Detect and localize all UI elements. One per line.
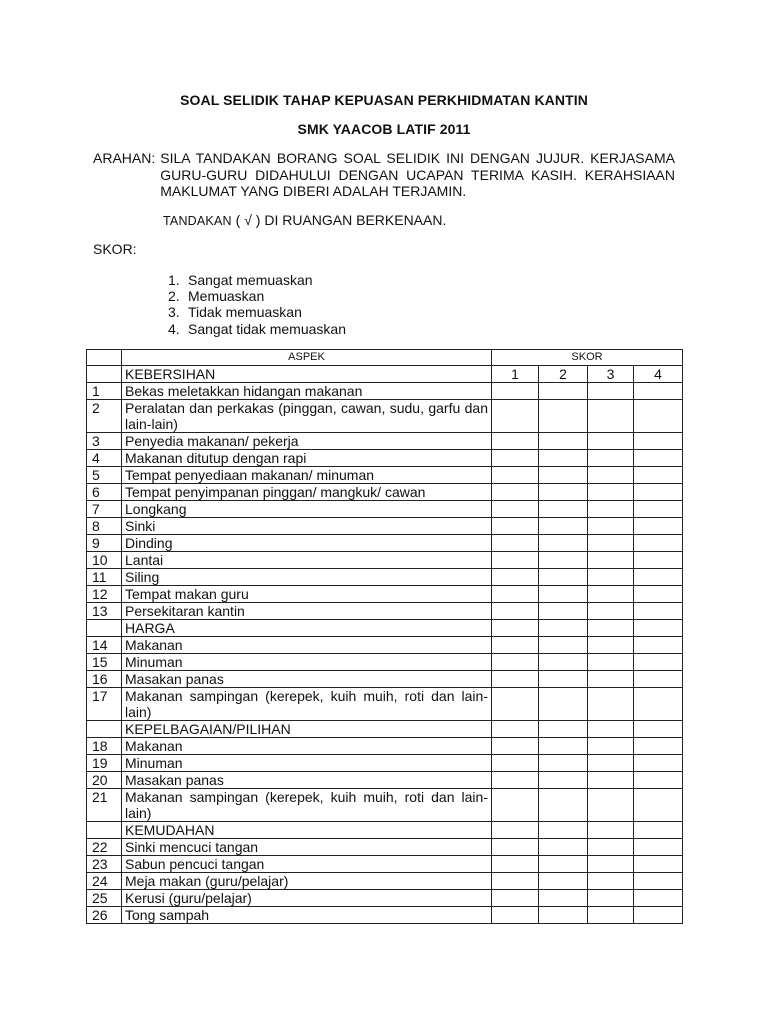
score-cell-2[interactable] xyxy=(539,450,588,467)
section-score-cell xyxy=(634,721,683,738)
score-cell-3[interactable] xyxy=(588,873,634,890)
section-row xyxy=(87,366,683,383)
section-score-cell xyxy=(539,620,588,637)
scale-label: Tidak memuaskan xyxy=(188,304,302,321)
score-cell-2[interactable] xyxy=(539,873,588,890)
score-cell-2[interactable] xyxy=(539,772,588,789)
score-cell-1[interactable] xyxy=(492,586,539,603)
item-aspect: Makanan sampingan (kerepek, kuih muih, roti dan lain-lain) xyxy=(122,688,492,721)
score-cell-4[interactable] xyxy=(634,654,683,671)
score-cell-2[interactable] xyxy=(539,839,588,856)
item-number: 13 xyxy=(87,603,122,620)
score-cell-1[interactable] xyxy=(492,738,539,755)
score-cell-2[interactable] xyxy=(539,484,588,501)
table-row xyxy=(87,484,683,501)
score-cell-1[interactable] xyxy=(492,535,539,552)
score-cell-4[interactable] xyxy=(634,856,683,873)
score-column-header: 4 xyxy=(634,366,683,383)
section-heading: KEMUDAHAN xyxy=(122,822,492,839)
item-aspect: Peralatan dan perkakas (pinggan, cawan, sudu, garfu dan lain-lain) xyxy=(122,400,492,433)
item-number: 23 xyxy=(87,856,122,873)
score-cell-4[interactable] xyxy=(634,772,683,789)
section-number-cell xyxy=(87,822,122,839)
score-cell-4[interactable] xyxy=(634,671,683,688)
item-aspect: Siling xyxy=(122,569,492,586)
item-number: 16 xyxy=(87,671,122,688)
table-row xyxy=(87,450,683,467)
score-cell-2[interactable] xyxy=(539,535,588,552)
table-header-row xyxy=(87,350,683,366)
score-cell-3[interactable] xyxy=(588,433,634,450)
score-cell-3[interactable] xyxy=(588,907,634,924)
score-cell-4[interactable] xyxy=(634,518,683,535)
section-heading: KEBERSIHAN xyxy=(122,366,492,383)
score-cell-2[interactable] xyxy=(539,907,588,924)
score-cell-1[interactable] xyxy=(492,671,539,688)
header-number-cell xyxy=(87,350,122,366)
item-aspect: Tempat penyediaan makanan/ minuman xyxy=(122,467,492,484)
table-row xyxy=(87,671,683,688)
scale-number: 1. xyxy=(168,272,180,288)
item-aspect: Tempat penyimpanan pinggan/ mangkuk/ cawan xyxy=(122,484,492,501)
table-row xyxy=(87,383,683,400)
item-number: 12 xyxy=(87,586,122,603)
score-cell-2[interactable] xyxy=(539,569,588,586)
item-number: 25 xyxy=(87,890,122,907)
item-number: 10 xyxy=(87,552,122,569)
table-row xyxy=(87,856,683,873)
score-cell-2[interactable] xyxy=(539,552,588,569)
score-cell-3[interactable] xyxy=(588,839,634,856)
score-cell-3[interactable] xyxy=(588,789,634,822)
score-cell-2[interactable] xyxy=(539,654,588,671)
table-row xyxy=(87,772,683,789)
table-row xyxy=(87,688,683,721)
score-column-header: 1 xyxy=(492,366,539,383)
score-cell-4[interactable] xyxy=(634,552,683,569)
score-cell-4[interactable] xyxy=(634,755,683,772)
score-cell-3[interactable] xyxy=(588,603,634,620)
score-cell-3[interactable] xyxy=(588,856,634,873)
score-column-header: 2 xyxy=(539,366,588,383)
table-row xyxy=(87,654,683,671)
item-aspect: Sabun pencuci tangan xyxy=(122,856,492,873)
item-number: 1 xyxy=(87,383,122,400)
score-cell-4[interactable] xyxy=(634,637,683,654)
score-cell-1[interactable] xyxy=(492,873,539,890)
table-row xyxy=(87,755,683,772)
section-number-cell xyxy=(87,366,122,383)
score-cell-4[interactable] xyxy=(634,569,683,586)
score-cell-3[interactable] xyxy=(588,890,634,907)
table-row xyxy=(87,569,683,586)
score-cell-4[interactable] xyxy=(634,907,683,924)
item-aspect: Meja makan (guru/pelajar) xyxy=(122,873,492,890)
item-aspect: Persekitaran kantin xyxy=(122,603,492,620)
score-cell-4[interactable] xyxy=(634,383,683,400)
scale-label: Sangat tidak memuaskan xyxy=(188,320,346,337)
scale-label: Sangat memuaskan xyxy=(188,272,313,288)
tick-instruction xyxy=(163,212,446,228)
score-cell-2[interactable] xyxy=(539,400,588,433)
score-cell-2[interactable] xyxy=(539,433,588,450)
score-cell-1[interactable] xyxy=(492,569,539,586)
score-cell-4[interactable] xyxy=(634,738,683,755)
score-cell-3[interactable] xyxy=(588,569,634,586)
item-aspect: Makanan sampingan (kerepek, kuih muih, roti dan lain-lain) xyxy=(122,789,492,822)
score-cell-2[interactable] xyxy=(539,671,588,688)
score-cell-1[interactable] xyxy=(492,789,539,822)
table-row xyxy=(87,873,683,890)
section-score-cell xyxy=(634,620,683,637)
score-scale-list xyxy=(168,272,346,337)
score-cell-4[interactable] xyxy=(634,586,683,603)
score-cell-2[interactable] xyxy=(539,637,588,654)
score-cell-3[interactable] xyxy=(588,467,634,484)
scale-item xyxy=(168,321,346,337)
score-cell-3[interactable] xyxy=(588,637,634,654)
score-cell-3[interactable] xyxy=(588,671,634,688)
table-row xyxy=(87,789,683,822)
item-number: 2 xyxy=(87,400,122,433)
table-row xyxy=(87,603,683,620)
table-row xyxy=(87,518,683,535)
item-number: 15 xyxy=(87,654,122,671)
item-aspect: Sinki mencuci tangan xyxy=(122,839,492,856)
item-aspect: Makanan xyxy=(122,738,492,755)
section-score-cell xyxy=(588,620,634,637)
section-score-cell xyxy=(588,721,634,738)
item-number: 3 xyxy=(87,433,122,450)
score-cell-4[interactable] xyxy=(634,873,683,890)
score-cell-4[interactable] xyxy=(634,501,683,518)
item-aspect: Minuman xyxy=(122,755,492,772)
item-number: 20 xyxy=(87,772,122,789)
item-number: 8 xyxy=(87,518,122,535)
survey-table xyxy=(86,349,683,924)
score-label: SKOR: xyxy=(93,241,137,257)
score-cell-1[interactable] xyxy=(492,839,539,856)
table-row xyxy=(87,433,683,450)
score-cell-1[interactable] xyxy=(492,501,539,518)
score-cell-4[interactable] xyxy=(634,688,683,721)
score-cell-3[interactable] xyxy=(588,400,634,433)
section-score-cell xyxy=(492,721,539,738)
tick-instruction-rest: DI RUANGAN BERKENAAN. xyxy=(264,212,447,228)
item-number: 6 xyxy=(87,484,122,501)
item-number: 5 xyxy=(87,467,122,484)
score-cell-2[interactable] xyxy=(539,501,588,518)
section-row xyxy=(87,620,683,637)
item-aspect: Dinding xyxy=(122,535,492,552)
scale-number: 3. xyxy=(168,304,180,321)
tick-instruction-word: TANDAKAN xyxy=(163,214,232,228)
document-title: SOAL SELIDIK TAHAP KEPUASAN PERKHIDMATAN KANTIN xyxy=(180,92,588,108)
score-cell-2[interactable] xyxy=(539,738,588,755)
section-score-cell xyxy=(539,721,588,738)
item-aspect: Kerusi (guru/pelajar) xyxy=(122,890,492,907)
item-aspect: Penyedia makanan/ pekerja xyxy=(122,433,492,450)
header-aspek: ASPEK xyxy=(122,350,492,366)
score-cell-2[interactable] xyxy=(539,586,588,603)
score-cell-1[interactable] xyxy=(492,688,539,721)
item-number: 17 xyxy=(87,688,122,721)
score-cell-2[interactable] xyxy=(539,688,588,721)
score-cell-1[interactable] xyxy=(492,400,539,433)
score-cell-4[interactable] xyxy=(634,535,683,552)
table-row xyxy=(87,738,683,755)
item-aspect: Tong sampah xyxy=(122,907,492,924)
score-cell-1[interactable] xyxy=(492,603,539,620)
score-cell-1[interactable] xyxy=(492,484,539,501)
scale-number: 2. xyxy=(168,288,180,305)
score-cell-2[interactable] xyxy=(539,856,588,873)
scale-label: Memuaskan xyxy=(188,288,265,305)
table-row xyxy=(87,400,683,433)
tick-mark: ( √ ) xyxy=(235,212,261,228)
score-cell-3[interactable] xyxy=(588,755,634,772)
score-cell-1[interactable] xyxy=(492,890,539,907)
score-cell-3[interactable] xyxy=(588,586,634,603)
item-number: 18 xyxy=(87,738,122,755)
school-name: SMK YAACOB LATIF 2011 xyxy=(297,121,471,137)
score-cell-3[interactable] xyxy=(588,688,634,721)
item-aspect: Makanan xyxy=(122,637,492,654)
score-cell-1[interactable] xyxy=(492,772,539,789)
score-cell-4[interactable] xyxy=(634,789,683,822)
item-aspect: Minuman xyxy=(122,654,492,671)
item-number: 7 xyxy=(87,501,122,518)
score-cell-2[interactable] xyxy=(539,789,588,822)
table-row xyxy=(87,839,683,856)
score-cell-1[interactable] xyxy=(492,637,539,654)
scale-item xyxy=(168,288,346,304)
item-number: 26 xyxy=(87,907,122,924)
table-row xyxy=(87,552,683,569)
score-cell-2[interactable] xyxy=(539,467,588,484)
instruction-text: SILA TANDAKAN BORANG SOAL SELIDIK INI DENGAN JUJUR. KERJASAMA GURU-GURU DIDAHULUI DENGAN UCAPAN TERIMA KASIH. KERAHSIAAN MAKLUMAT YANG DIBERI ADALAH TERJAMIN. xyxy=(160,150,675,199)
item-number: 22 xyxy=(87,839,122,856)
section-row xyxy=(87,721,683,738)
section-score-cell xyxy=(588,822,634,839)
score-cell-4[interactable] xyxy=(634,450,683,467)
score-cell-2[interactable] xyxy=(539,603,588,620)
score-cell-4[interactable] xyxy=(634,467,683,484)
score-cell-4[interactable] xyxy=(634,484,683,501)
item-number: 21 xyxy=(87,789,122,822)
table-row xyxy=(87,890,683,907)
score-cell-4[interactable] xyxy=(634,839,683,856)
item-aspect: Masakan panas xyxy=(122,671,492,688)
section-score-cell xyxy=(634,822,683,839)
item-number: 19 xyxy=(87,755,122,772)
score-cell-3[interactable] xyxy=(588,654,634,671)
score-cell-1[interactable] xyxy=(492,654,539,671)
scale-item xyxy=(168,272,346,288)
score-cell-1[interactable] xyxy=(492,518,539,535)
score-cell-2[interactable] xyxy=(539,890,588,907)
score-cell-3[interactable] xyxy=(588,772,634,789)
score-cell-1[interactable] xyxy=(492,856,539,873)
score-cell-4[interactable] xyxy=(634,433,683,450)
table-row xyxy=(87,637,683,654)
score-cell-2[interactable] xyxy=(539,755,588,772)
instructions xyxy=(93,150,675,200)
section-number-cell xyxy=(87,620,122,637)
score-cell-3[interactable] xyxy=(588,738,634,755)
table-row xyxy=(87,535,683,552)
score-cell-4[interactable] xyxy=(634,890,683,907)
score-cell-1[interactable] xyxy=(492,383,539,400)
scale-item xyxy=(168,304,346,320)
section-number-cell xyxy=(87,721,122,738)
item-aspect: Bekas meletakkan hidangan makanan xyxy=(122,383,492,400)
section-score-cell xyxy=(492,822,539,839)
table-row xyxy=(87,907,683,924)
score-cell-1[interactable] xyxy=(492,450,539,467)
scale-number: 4. xyxy=(168,320,180,337)
score-cell-3[interactable] xyxy=(588,383,634,400)
score-cell-1[interactable] xyxy=(492,755,539,772)
score-cell-2[interactable] xyxy=(539,518,588,535)
item-number: 24 xyxy=(87,873,122,890)
section-score-cell xyxy=(492,620,539,637)
item-aspect: Masakan panas xyxy=(122,772,492,789)
item-aspect: Lantai xyxy=(122,552,492,569)
score-cell-2[interactable] xyxy=(539,383,588,400)
score-cell-1[interactable] xyxy=(492,552,539,569)
item-aspect: Sinki xyxy=(122,518,492,535)
section-score-cell xyxy=(539,822,588,839)
score-cell-3[interactable] xyxy=(588,501,634,518)
score-cell-3[interactable] xyxy=(588,518,634,535)
score-cell-4[interactable] xyxy=(634,603,683,620)
table-row xyxy=(87,501,683,518)
table-row xyxy=(87,467,683,484)
score-cell-3[interactable] xyxy=(588,450,634,467)
score-cell-1[interactable] xyxy=(492,907,539,924)
section-heading: HARGA xyxy=(122,620,492,637)
item-aspect: Makanan ditutup dengan rapi xyxy=(122,450,492,467)
instruction-label: ARAHAN: xyxy=(93,150,156,166)
item-number: 4 xyxy=(87,450,122,467)
section-row xyxy=(87,822,683,839)
section-heading: KEPELBAGAIAN/PILIHAN xyxy=(122,721,492,738)
header-skor: SKOR xyxy=(492,350,683,366)
score-cell-3[interactable] xyxy=(588,484,634,501)
score-cell-3[interactable] xyxy=(588,535,634,552)
score-column-header: 3 xyxy=(588,366,634,383)
item-aspect: Tempat makan guru xyxy=(122,586,492,603)
item-number: 9 xyxy=(87,535,122,552)
score-cell-1[interactable] xyxy=(492,467,539,484)
item-number: 14 xyxy=(87,637,122,654)
score-cell-4[interactable] xyxy=(634,400,683,433)
item-aspect: Longkang xyxy=(122,501,492,518)
item-number: 11 xyxy=(87,569,122,586)
score-cell-3[interactable] xyxy=(588,552,634,569)
table-row xyxy=(87,586,683,603)
score-cell-1[interactable] xyxy=(492,433,539,450)
